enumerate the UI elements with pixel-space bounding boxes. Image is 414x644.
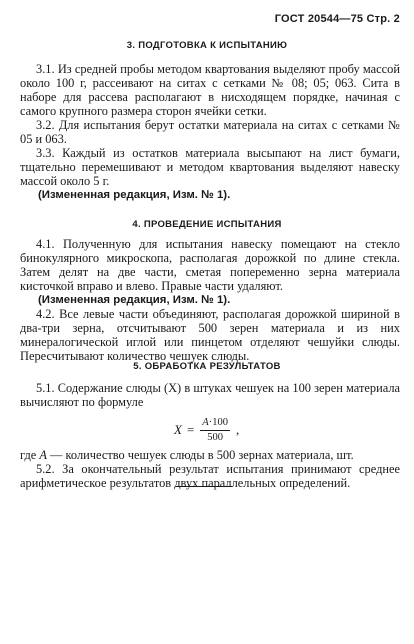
paragraph-4-1: 4.1. Полученную для испытания навеску помещают на стекло бинокулярного микроскопа, располагая дорожкой по длине стекла. Затем делят на две части, сметая попеременно зерна материала кисточкой вправо и влево. Правые части удаляют. [20, 237, 400, 293]
paragraph-5-2: 5.2. За окончательный результат испытания принимают среднее арифметическое результатов двух параллельных определений. [20, 462, 400, 490]
amendment-note-3: (Измененная редакция, Изм. № 1). [38, 189, 231, 201]
formula-denominator: 500 [207, 431, 223, 443]
formula [174, 415, 239, 445]
section-4-title: 4. ПРОВЕДЕНИЕ ИСПЫТАНИЯ [132, 219, 282, 230]
formula-numerator-rest: ·100 [208, 416, 228, 428]
paragraph-5-1: 5.1. Содержание слюды (X) в штуках чешуек на 100 зерен материала вычисляют по формуле [20, 381, 400, 409]
paragraph-3-2: 3.2. Для испытания берут остатки материала на ситах с сетками № 05 и 063. [20, 118, 400, 146]
formula-tail: , [235, 422, 240, 437]
legend-var: A [39, 448, 47, 462]
legend-text: — количество чешуек слюды в 500 зернах материала, шт. [46, 448, 354, 462]
section-5-title: 5. ОБРАБОТКА РЕЗУЛЬТАТОВ [133, 361, 281, 372]
formula-equals: = [186, 422, 195, 437]
section-3-title: 3. ПОДГОТОВКА К ИСПЫТАНИЮ [126, 40, 288, 51]
formula-numerator-var: A [202, 416, 209, 428]
end-rule [176, 486, 232, 487]
formula-fraction [200, 417, 230, 444]
paragraph-3-1: 3.1. Из средней пробы методом квартования выделяют пробу массой около 100 г, рассеивают на ситах с сетками № 08; 05; 063. Сита в наборе для рассева располагают в нисходящем порядке, начиная с самого крупного размера сторон ячейки сетки. [20, 62, 400, 118]
running-head: ГОСТ 20544—75 Стр. 2 [274, 13, 400, 25]
paragraph-3-3: 3.3. Каждый из остатков материала высыпают на лист бумаги, тщательно перемешивают и методом квартования выделяют навеску массой около 5 г. [20, 146, 400, 188]
paragraph-4-2: 4.2. Все левые части объединяют, располагая дорожкой шириной в два-три зерна, отсчитывают 500 зерен материала и из них минералогической иглой или пинцетом отделяют чешуйки слюды. Пересчитывают количество чешуек слюды. [20, 307, 400, 363]
formula-legend [20, 448, 400, 462]
formula-lhs: X [174, 422, 182, 437]
amendment-note-4: (Измененная редакция, Изм. № 1). [38, 294, 231, 306]
legend-prefix: где [20, 448, 40, 462]
formula-numerator [200, 417, 230, 431]
